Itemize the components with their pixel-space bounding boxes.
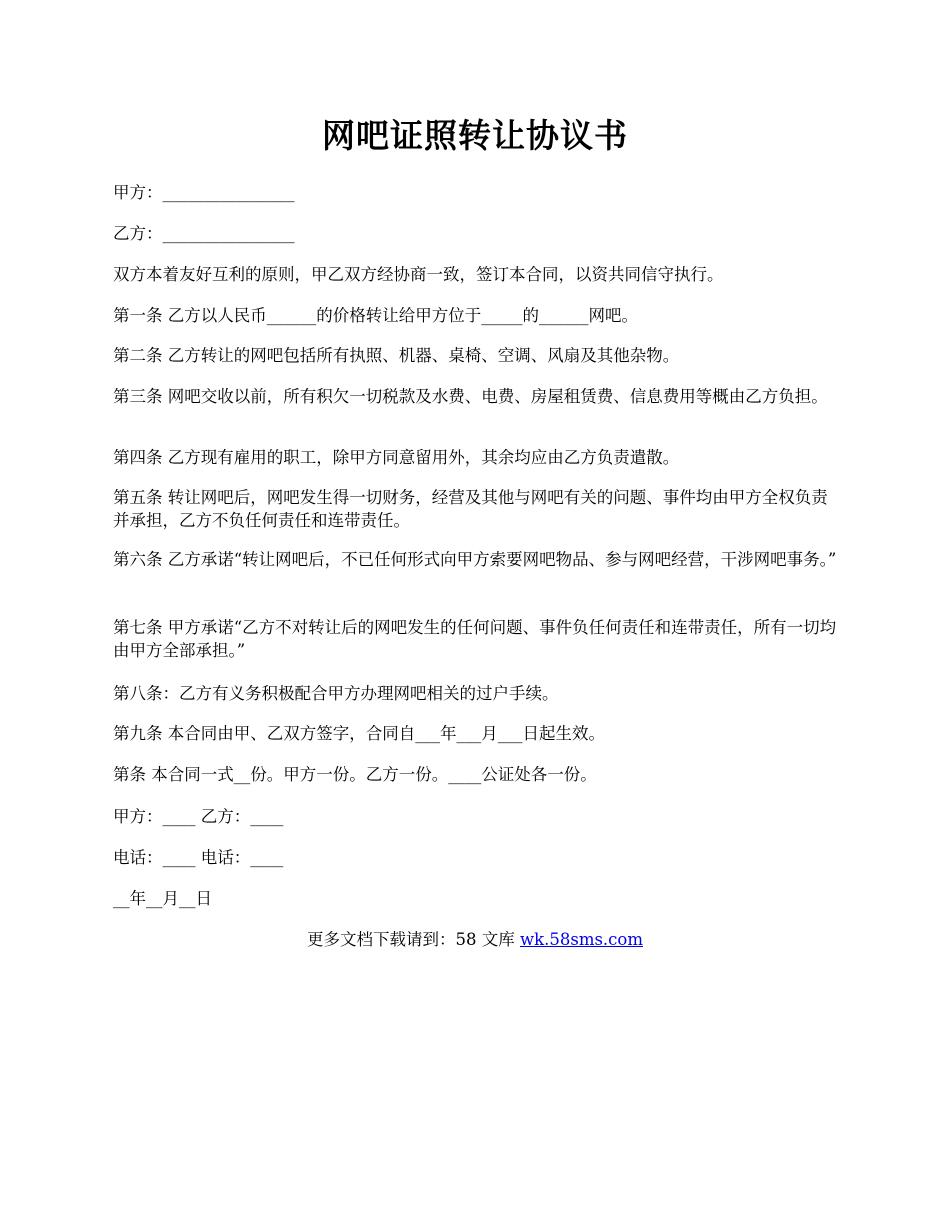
article-8: 第八条：乙方有义务积极配合甲方办理网吧相关的过户手续。	[113, 684, 559, 703]
phone-line: 电话：____ 电话：____	[113, 848, 284, 867]
footer-text: 更多文档下载请到：58 文库	[306, 930, 520, 949]
signature-line: 甲方：____ 乙方：____	[113, 807, 284, 826]
preamble: 双方本着友好互利的原则，甲乙双方经协商一致，签订本合同，以资共同信守执行。	[113, 265, 724, 284]
footer	[0, 928, 950, 951]
document-title: 网吧证照转让协议书	[322, 116, 628, 155]
article-3: 第三条 网吧交收以前，所有积欠一切税款及水费、电费、房屋租赁费、信息费用等概由乙方负担。	[113, 387, 828, 406]
article-6: 第六条 乙方承诺“转让网吧后，不已任何形式向甲方索要网吧物品、参与网吧经营，干涉网吧事务。”	[113, 550, 837, 569]
article-7: 第七条 甲方承诺“乙方不对转让后的网吧发生的任何问题、事件负任何责任和连带责任，所有一切均由甲方全部承担。”	[113, 618, 837, 660]
article-5: 第五条 转让网吧后，网吧发生得一切财务，经营及其他与网吧有关的问题、事件均由甲方全权负责并承担，乙方不负任何责任和连带责任。	[113, 488, 828, 530]
article-2: 第二条 乙方转让的网吧包括所有执照、机器、桌椅、空调、风扇及其他杂物。	[113, 346, 680, 365]
party-b-line: 乙方：________________	[113, 224, 295, 243]
article-10: 第条 本合同一式__份。甲方一份。乙方一份。____公证处各一份。	[113, 765, 597, 784]
footer-link[interactable]: wk.58sms.com	[519, 930, 643, 949]
article-9: 第九条 本合同由甲、乙双方签字，合同自___年___月___日起生效。	[113, 724, 605, 743]
party-a-line: 甲方：________________	[113, 183, 295, 202]
article-1: 第一条 乙方以人民币______的价格转让给甲方位于_____的______网吧。	[113, 306, 638, 325]
article-4: 第四条 乙方现有雇用的职工，除甲方同意留用外，其余均应由乙方负责遣散。	[113, 448, 680, 467]
date-line: __年__月__日	[113, 889, 212, 908]
